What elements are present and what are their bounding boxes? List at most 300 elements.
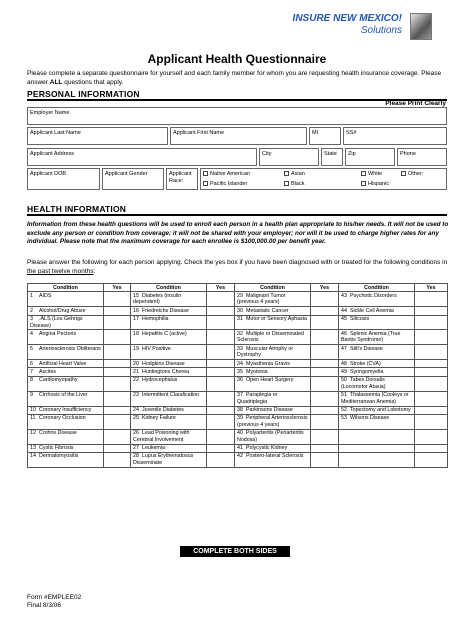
condition-cell [235, 429, 311, 444]
table-row [28, 292, 448, 307]
condition-label: Artificial Heart Valve [39, 360, 87, 367]
table-header-row [28, 284, 448, 292]
health-rule [27, 214, 447, 216]
condition-cell [235, 330, 311, 345]
condition-cell [28, 292, 104, 307]
condition-cell [339, 292, 415, 307]
yes-checkbox-cell[interactable] [311, 406, 339, 414]
intro-part2: questions that apply. [62, 79, 124, 86]
condition-number: 23 [133, 392, 139, 399]
condition-label: Wilsons Disease [350, 415, 390, 422]
condition-label: Arteriosclerosis Obliterans [39, 345, 101, 352]
yes-checkbox-cell[interactable] [104, 345, 131, 360]
condition-cell [131, 345, 207, 360]
condition-label: Syringomyelia [350, 368, 384, 375]
race-other[interactable]: Other: [401, 171, 423, 178]
condition-number: 45 [341, 316, 347, 323]
yes-checkbox-cell[interactable] [311, 360, 339, 368]
yes-checkbox-cell [415, 444, 448, 452]
condition-cell [28, 429, 104, 444]
condition-cell [131, 452, 207, 467]
yes-checkbox-cell[interactable] [104, 376, 131, 391]
condition-cell [131, 376, 207, 391]
gender-field[interactable] [102, 168, 164, 190]
condition-label: Paraplegia or Quadriplegia [237, 392, 278, 405]
condition-cell [235, 414, 311, 429]
condition-label: Myasthenia Gravis [246, 360, 290, 367]
condition-number: 21 [133, 368, 139, 375]
condition-cell [339, 414, 415, 429]
zip-label: Zip [348, 151, 356, 157]
yes-checkbox-cell[interactable] [415, 292, 448, 307]
condition-cell [131, 406, 207, 414]
condition-number: 48 [341, 360, 347, 367]
race-hispanic[interactable]: Hispanic [361, 181, 389, 188]
yes-checkbox-cell[interactable] [207, 406, 235, 414]
condition-number: 46 [341, 330, 347, 337]
condition-cell [235, 315, 311, 330]
condition-number: 39 [237, 415, 243, 422]
condition-cell [28, 330, 104, 345]
condition-cell [131, 391, 207, 406]
condition-number: 3 [30, 316, 33, 323]
condition-number: 15 [133, 292, 139, 299]
yes-checkbox-cell[interactable] [311, 414, 339, 429]
condition-number: 28 [133, 453, 139, 460]
condition-label: Multiple or Disseminated Sclerosis [237, 330, 304, 344]
condition-number: 7 [30, 368, 33, 375]
yes-checkbox-cell[interactable] [311, 330, 339, 345]
condition-cell [131, 307, 207, 315]
condition-label: Silicosis [350, 316, 370, 323]
table-row [28, 391, 448, 406]
condition-label: Cystic Fibrosis [39, 445, 74, 452]
yes-checkbox-cell[interactable] [311, 452, 339, 467]
condition-label: Coronary Occlusion [39, 415, 86, 422]
condition-label: Hepatitis C (active) [142, 330, 187, 337]
condition-label: Angina Pectoris [39, 330, 77, 337]
ssn-field[interactable] [343, 127, 447, 145]
yes-checkbox-cell[interactable] [207, 452, 235, 467]
page-title: Applicant Health Questionnaire [147, 52, 327, 66]
yes-checkbox-cell[interactable] [311, 391, 339, 406]
condition-number: 1 [30, 292, 33, 299]
condition-cell [235, 368, 311, 376]
condition-number: 52 [341, 407, 347, 413]
condition-cell [28, 360, 104, 368]
condition-label: AIDS [39, 292, 52, 299]
condition-label: Ascites [39, 368, 57, 375]
condition-cell [235, 292, 311, 307]
yes-checkbox-cell[interactable] [104, 414, 131, 429]
condition-cell [339, 376, 415, 391]
checkbox-icon[interactable] [401, 171, 406, 176]
yes-checkbox-cell[interactable] [415, 360, 448, 368]
condition-cell [28, 376, 104, 391]
condition-number: 44 [341, 307, 347, 314]
condition-number: 42 [237, 453, 243, 460]
table-row [28, 307, 448, 315]
condition-cell [235, 452, 311, 467]
condition-number: 40 [237, 430, 243, 437]
logo-line1: INSURE NEW MEXICO! [292, 13, 402, 24]
yes-checkbox-cell[interactable] [415, 406, 448, 414]
condition-cell [235, 391, 311, 406]
yes-checkbox-cell[interactable] [415, 391, 448, 406]
condition-label: Hemophilia [142, 316, 169, 323]
race-asian[interactable]: Asian [284, 171, 305, 178]
phone-label: Phone [400, 151, 416, 157]
condition-number: 8 [30, 377, 33, 384]
print-clearly-note: Please Print Clearly [385, 100, 446, 107]
condition-number: 24 [133, 407, 139, 413]
yes-checkbox-cell[interactable] [207, 315, 235, 330]
condition-cell [339, 307, 415, 315]
condition-label: Dermatomyositis [39, 453, 79, 460]
yes-checkbox-cell[interactable] [104, 406, 131, 414]
state-field[interactable] [321, 148, 343, 166]
gender-label: Applicant Gender [105, 171, 148, 177]
condition-cell [339, 391, 415, 406]
yes-checkbox-cell[interactable] [104, 315, 131, 330]
health-instructions: Please answer the following for each person applying. Check the yes box if you have been diagnosed with or treated for the following conditions in the past twelve months: [27, 259, 448, 275]
yes-checkbox-cell[interactable] [104, 391, 131, 406]
checkbox-icon[interactable] [203, 181, 208, 186]
condition-label: Sickle Cell Anemia [350, 307, 394, 314]
intro-part1: Please complete a separate questionnaire for yourself and each family member for whom you are requesting health insurance coverage. Please answer [27, 70, 442, 86]
race-label-box [166, 168, 198, 190]
table-row [28, 315, 448, 330]
employer-name-label: Employer Name [30, 110, 70, 116]
yes-checkbox-cell[interactable] [311, 429, 339, 444]
last-name-label: Applicant Last Name [30, 130, 81, 136]
condition-label: Kidney Failure [142, 415, 176, 422]
condition-number: 2 [30, 307, 33, 314]
condition-number: 6 [30, 360, 33, 367]
condition-number: 4 [30, 330, 33, 337]
col-header: Yes [207, 284, 235, 292]
yes-checkbox-cell[interactable] [311, 307, 339, 315]
first-name-field[interactable] [170, 127, 307, 145]
yes-checkbox-cell[interactable] [104, 429, 131, 444]
checkbox-icon[interactable] [361, 171, 366, 176]
yes-checkbox-cell[interactable] [311, 315, 339, 330]
table-row [28, 345, 448, 360]
condition-number: 31 [237, 316, 243, 323]
yes-checkbox-cell[interactable] [415, 307, 448, 315]
condition-cell [339, 444, 415, 452]
condition-number: 11 [30, 415, 36, 422]
condition-label: Friedreichs Disease [142, 307, 189, 314]
condition-number: 25 [133, 415, 139, 422]
condition-number: 47 [341, 345, 347, 352]
condition-label: Thalassemia (Cooleys or Mediterranean Anemia) [341, 392, 409, 405]
yes-checkbox-cell[interactable] [207, 368, 235, 376]
col-header: Condition [28, 284, 104, 292]
table-row [28, 376, 448, 391]
condition-label: Cirrhosis of the Liver [39, 392, 88, 399]
condition-number: 9 [30, 392, 33, 399]
table-row [28, 429, 448, 444]
city-label: City [262, 151, 272, 157]
condition-label: Lead Poisoning with Cerebral Involvement [133, 430, 190, 443]
city-field[interactable] [259, 148, 319, 166]
condition-label: Juvenile Diabetes [142, 407, 184, 413]
col-header: Yes [415, 284, 448, 292]
condition-cell [131, 429, 207, 444]
condition-number: 33 [237, 345, 243, 352]
condition-label: Leukemia [142, 445, 165, 452]
yes-checkbox-cell[interactable] [104, 292, 131, 307]
yes-checkbox-cell[interactable] [311, 376, 339, 391]
intro-text [27, 69, 447, 87]
yes-checkbox-cell[interactable] [207, 444, 235, 452]
condition-cell [131, 444, 207, 452]
condition-label: Muscular Atrophy or Dystrophy [237, 345, 294, 359]
condition-label: Topectomy and Lobotomy [350, 407, 411, 413]
condition-number: 51 [341, 392, 347, 399]
logo [268, 13, 432, 41]
condition-number: 5 [30, 345, 33, 352]
condition-cell [28, 444, 104, 452]
condition-label: Polycystic Kidney [246, 445, 288, 452]
condition-cell [339, 345, 415, 360]
condition-cell [339, 452, 415, 467]
yes-checkbox-cell[interactable] [415, 376, 448, 391]
race-label: Applicant Race: [169, 171, 192, 184]
table-row [28, 444, 448, 452]
first-name-label: Applicant First Name [173, 130, 225, 136]
condition-cell [339, 368, 415, 376]
yes-checkbox-cell[interactable] [415, 414, 448, 429]
personal-rule [27, 99, 447, 101]
condition-number: 41 [237, 445, 243, 452]
yes-checkbox-cell [415, 452, 448, 467]
condition-number: 17 [133, 316, 139, 323]
condition-label: Lupus Erythematosus Disseminate [133, 453, 194, 466]
conditions-body [28, 292, 448, 467]
condition-label: Myotonia [246, 368, 268, 375]
yes-checkbox-cell[interactable] [415, 315, 448, 330]
yes-checkbox-cell[interactable] [415, 368, 448, 376]
form-date: Final 8/3/06 [27, 602, 61, 609]
mi-label: MI [312, 130, 319, 136]
dob-field[interactable] [27, 168, 100, 190]
condition-number: 14 [30, 453, 36, 460]
checkbox-icon[interactable] [361, 181, 366, 186]
health-notice: Information from these health questions will be used to enroll each person in a health plan appropriate to his/her needs. It will not be used to exclude any person or condition from coverage; it will not be shared with your employer; nor will it be used to charge higher rates for any individual. Please note that the maximum coverage for each enrollee is $100,000.00 per benefit year. [27, 221, 449, 245]
yes-checkbox-cell[interactable] [104, 368, 131, 376]
condition-number: 35 [237, 368, 243, 375]
condition-label: Motor or Sensory Aphasia [246, 316, 307, 323]
condition-number: 38 [237, 407, 243, 413]
condition-cell [28, 315, 104, 330]
condition-cell [131, 360, 207, 368]
yes-checkbox-cell[interactable] [207, 345, 235, 360]
yes-checkbox-cell[interactable] [207, 360, 235, 368]
condition-number: 22 [133, 377, 139, 384]
conditions-table [27, 283, 448, 468]
condition-cell [28, 307, 104, 315]
table-row [28, 452, 448, 467]
condition-cell [28, 345, 104, 360]
condition-number: 16 [133, 307, 139, 314]
middle-initial-field[interactable] [309, 127, 341, 145]
col-header: Yes [311, 284, 339, 292]
condition-cell [131, 368, 207, 376]
condition-label: Stroke (CVA) [350, 360, 381, 367]
condition-cell [235, 376, 311, 391]
condition-label: Psychotic Disorders [350, 292, 397, 299]
condition-cell [131, 315, 207, 330]
yes-checkbox-cell[interactable] [104, 444, 131, 452]
logo-line2: Solutions [360, 25, 402, 36]
table-row [28, 368, 448, 376]
condition-number: 53 [341, 415, 347, 422]
condition-cell [339, 360, 415, 368]
condition-cell [131, 414, 207, 429]
table-row [28, 360, 448, 368]
condition-label: Intermittent Claudication [142, 392, 200, 399]
race-pacific-islander[interactable]: Pacific Islander [203, 181, 247, 188]
condition-label: Alcohol/Drug Abuse [39, 307, 86, 314]
race-native-american[interactable]: Native American [203, 171, 250, 178]
condition-cell [28, 368, 104, 376]
form-number: Form #EMPLEE02 [27, 594, 82, 601]
condition-number: 12 [30, 430, 36, 437]
checkbox-icon[interactable] [284, 171, 289, 176]
condition-cell [235, 444, 311, 452]
yes-checkbox-cell[interactable] [311, 368, 339, 376]
condition-label: Coronary Insufficiency [39, 407, 92, 413]
table-row [28, 406, 448, 414]
health-info-header: HEALTH INFORMATION [27, 204, 127, 214]
condition-label: Malignant Tumor (previous 4 years) [237, 292, 286, 306]
complete-both-sides-banner: COMPLETE BOTH SIDES [180, 546, 290, 557]
table-row [28, 330, 448, 345]
condition-cell [131, 330, 207, 345]
condition-number: 37 [237, 392, 243, 399]
condition-label: Parkinsons Disease [246, 407, 293, 413]
yes-checkbox-cell[interactable] [207, 391, 235, 406]
condition-cell [28, 406, 104, 414]
condition-label: Hodgkins Disease [142, 360, 185, 367]
zip-field[interactable] [345, 148, 395, 166]
logo-photo [410, 13, 432, 40]
condition-label: Peripheral Arteriosclerosis (previous 4 years) [237, 415, 308, 428]
condition-number: 34 [237, 360, 243, 367]
footer [27, 594, 81, 610]
yes-checkbox-cell[interactable] [207, 307, 235, 315]
condition-label: Diabetes (insulin dependent) [133, 292, 182, 306]
condition-cell [28, 414, 104, 429]
employer-name-field[interactable] [27, 107, 447, 125]
condition-number: 50 [341, 377, 347, 384]
table-row [28, 414, 448, 429]
condition-cell [28, 452, 104, 467]
condition-number: 20 [133, 360, 139, 367]
condition-label: Still's Disease [350, 345, 383, 352]
race-black[interactable]: Black [284, 181, 304, 188]
yes-checkbox-cell[interactable] [104, 307, 131, 315]
intro-bold: ALL [49, 79, 63, 86]
yes-checkbox-cell[interactable] [104, 360, 131, 368]
condition-label: .ALS (Lou Gehrigs Disease) [30, 316, 83, 329]
condition-label: Hydrocephalus [142, 377, 178, 384]
yes-checkbox-cell[interactable] [311, 345, 339, 360]
yes-checkbox-cell[interactable] [207, 429, 235, 444]
condition-cell [339, 406, 415, 414]
condition-label: Cardiomyopathy [39, 377, 78, 384]
condition-number: 26 [133, 430, 139, 437]
ssn-label: SS# [346, 130, 357, 136]
condition-label: Splenic Anemia (True Bantis Syndrome) [341, 330, 401, 344]
yes-checkbox-cell[interactable] [415, 330, 448, 345]
condition-label: Crohns Disease [39, 430, 77, 437]
condition-number: 10 [30, 407, 36, 413]
col-header: Condition [339, 284, 415, 292]
condition-cell [235, 406, 311, 414]
address-label: Applicant Address [30, 151, 75, 157]
yes-checkbox-cell[interactable] [207, 376, 235, 391]
condition-cell [339, 315, 415, 330]
last-name-field[interactable] [27, 127, 168, 145]
condition-number: 13 [30, 445, 36, 452]
race-white[interactable]: White [361, 171, 382, 178]
condition-cell [28, 391, 104, 406]
condition-number: 29 [237, 292, 243, 299]
condition-number: 30 [237, 307, 243, 314]
checkbox-icon[interactable] [203, 171, 208, 176]
condition-label: Tabes Dorsalis (Locomotor Ataxia) [341, 377, 386, 390]
condition-cell [339, 330, 415, 345]
yes-checkbox-cell[interactable] [104, 452, 131, 467]
condition-number: 18 [133, 330, 139, 337]
condition-label: Open Heart Surgery [246, 377, 294, 384]
condition-number: 43 [341, 292, 347, 299]
col-header: Condition [235, 284, 311, 292]
condition-label: Metastatic Cancer [246, 307, 289, 314]
condition-number: 32 [237, 330, 243, 337]
yes-checkbox-cell[interactable] [311, 292, 339, 307]
yes-checkbox-cell[interactable] [207, 414, 235, 429]
address-field[interactable] [27, 148, 257, 166]
condition-label: Polyarteritis (Periarteritis Nodosa) [237, 430, 304, 443]
condition-number: 36 [237, 377, 243, 384]
race-options [200, 168, 447, 190]
yes-checkbox-cell[interactable] [104, 330, 131, 345]
condition-number: 27 [133, 445, 139, 452]
condition-cell [235, 360, 311, 368]
condition-cell [235, 345, 311, 360]
yes-checkbox-cell[interactable] [415, 345, 448, 360]
checkbox-icon[interactable] [284, 181, 289, 186]
condition-label: HIV Positive [142, 345, 171, 352]
state-label: State [324, 151, 337, 157]
yes-checkbox-cell[interactable] [311, 444, 339, 452]
personal-info-header: PERSONAL INFORMATION [27, 89, 140, 99]
col-header: Yes [104, 284, 131, 292]
phone-field[interactable] [397, 148, 447, 166]
col-header: Condition [131, 284, 207, 292]
yes-checkbox-cell[interactable] [207, 292, 235, 307]
condition-number: 49 [341, 368, 347, 375]
yes-checkbox-cell [415, 429, 448, 444]
condition-cell [131, 292, 207, 307]
condition-label: Postero-lateral Sclerosis [246, 453, 304, 460]
yes-checkbox-cell[interactable] [207, 330, 235, 345]
condition-number: 19 [133, 345, 139, 352]
